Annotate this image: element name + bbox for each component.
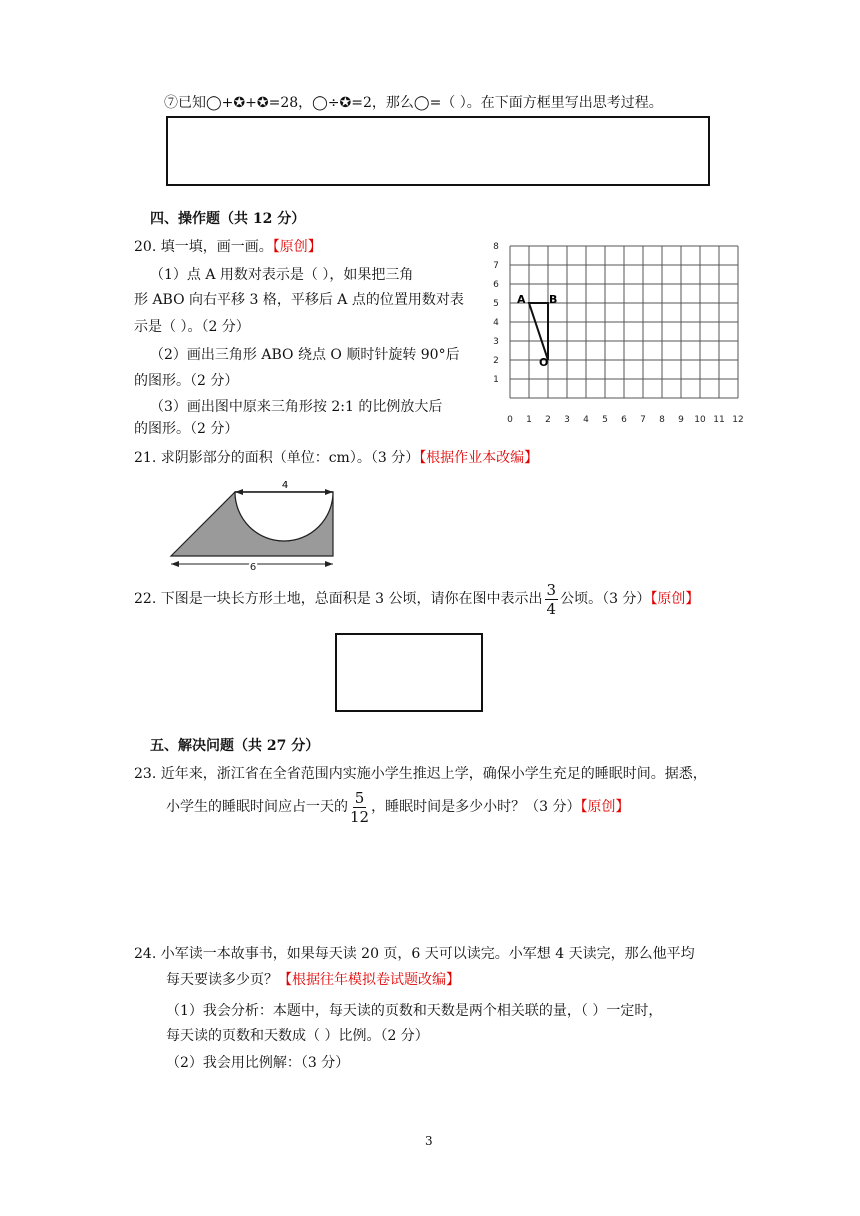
x-tick-label: 12 [732,415,744,425]
question-19-7-text: ⑦已知◯+✪+✪=28，◯÷✪=2，那么◯=（ ）。在下面方框里写出思考过程。 [164,95,663,111]
q20-part2-line2: 的图形。（2 分） [134,373,239,389]
point-o-label: O [539,356,549,369]
question-22-text-after: 公顷。（3 分） [560,591,651,607]
q20-part1-line2: 形 ABO 向右平移 3 格，平移后 A 点的位置用数对表 [134,292,464,308]
y-tick-label: 1 [493,375,499,385]
question-23-line2: 小学生的睡眠时间应占一天的 $\frac{5}{12}$ ，睡眠时间是多少小时？（3 分）【原创】 [166,788,630,826]
question-24-line1: 24. 小军读一本故事书，如果每天读 20 页，6 天可以读完。小军想 4 天读完，那么他平均 [134,946,695,962]
shaded-area-figure [165,474,340,574]
x-tick-label: 1 [526,415,532,425]
question-22-tag: 【原创】 [650,591,700,607]
q20-part1-line1: （1）点 A 用数对表示是（ ），如果把三角 [150,267,414,283]
q24-part1-line1: （1）我会分析：本题中，每天读的页数和天数是两个相关联的量，（ ）一定时， [166,1003,663,1019]
x-tick-label: 11 [713,415,725,425]
bottom-length-label: 6 [249,562,257,573]
rectangle-land[interactable] [335,633,483,712]
x-tick-label: 7 [640,415,646,425]
question-22 [134,580,699,618]
point-b-label: B [549,293,558,306]
fraction-five-twelfths: $\frac{5}{12}$ [350,788,370,826]
question-23-tag: 【原创】 [580,799,630,815]
y-tick-label: 2 [493,356,499,366]
question-20-text: 20. 填一填，画一画。 [134,239,273,255]
question-22-text: 22. 下图是一块长方形土地，总面积是 3 公顷，请你在图中表示出 [134,591,543,607]
y-tick-label: 7 [493,261,499,271]
x-tick-label: 9 [678,415,684,425]
question-23-line1: 23. 近年来，浙江省在全省范围内实施小学生推迟上学，确保小学生充足的睡眠时间。据悉， [134,766,707,782]
question-24-line2: 每天要读多少页？【根据往年模拟卷试题改编】 [166,972,460,988]
x-tick-label: 2 [545,415,551,425]
x-tick-label: 0 [507,415,513,425]
answer-box-19-7[interactable] [166,116,710,186]
question-21-title [134,447,538,467]
x-tick-label: 3 [564,415,570,425]
question-21-tag: 【根据作业本改编】 [419,450,539,466]
point-a-label: A [517,293,526,306]
top-length-label: 4 [281,480,289,491]
x-tick-label: 10 [694,415,706,425]
question-21-text: 21. 求阴影部分的面积（单位：cm）。（3 分） [134,450,420,466]
q20-part2-line1: （2）画出三角形 ABO 绕点 O 顺时针旋转 90°后 [150,347,460,363]
triangle-abo [529,303,548,360]
question-20-tag: 【原创】 [272,239,322,255]
x-tick-label: 6 [621,415,627,425]
y-tick-label: 8 [493,242,499,252]
q20-part3-line1: （3）画出图中原来三角形按 2:1 的比例放大后 [150,399,443,415]
x-tick-label: 4 [583,415,589,425]
x-tick-label: 5 [602,415,608,425]
question-24-tag: 【根据往年模拟卷试题改编】 [278,972,460,988]
section-5-title: 五、解决问题（共 27 分） [150,738,320,754]
coordinate-grid [486,242,762,425]
page-number: 3 [425,1134,433,1148]
x-tick-label: 8 [659,415,665,425]
fraction-three-quarters: $\frac{3}{4}$ [546,580,557,618]
question-20-title [134,236,322,256]
y-tick-label: 4 [493,318,499,328]
y-tick-label: 6 [493,280,499,290]
q20-part1-line3: 示是（ ）。（2 分） [134,319,250,335]
section-4-title: 四、操作题（共 12 分） [150,211,306,227]
y-tick-label: 5 [493,299,499,309]
y-tick-label: 3 [493,337,499,347]
q24-part1-line2: 每天读的页数和天数成（ ）比例。（2 分） [166,1028,429,1044]
q24-part2: （2）我会用比例解：（3 分） [166,1055,350,1071]
q20-part3-line2: 的图形。（2 分） [134,421,239,437]
